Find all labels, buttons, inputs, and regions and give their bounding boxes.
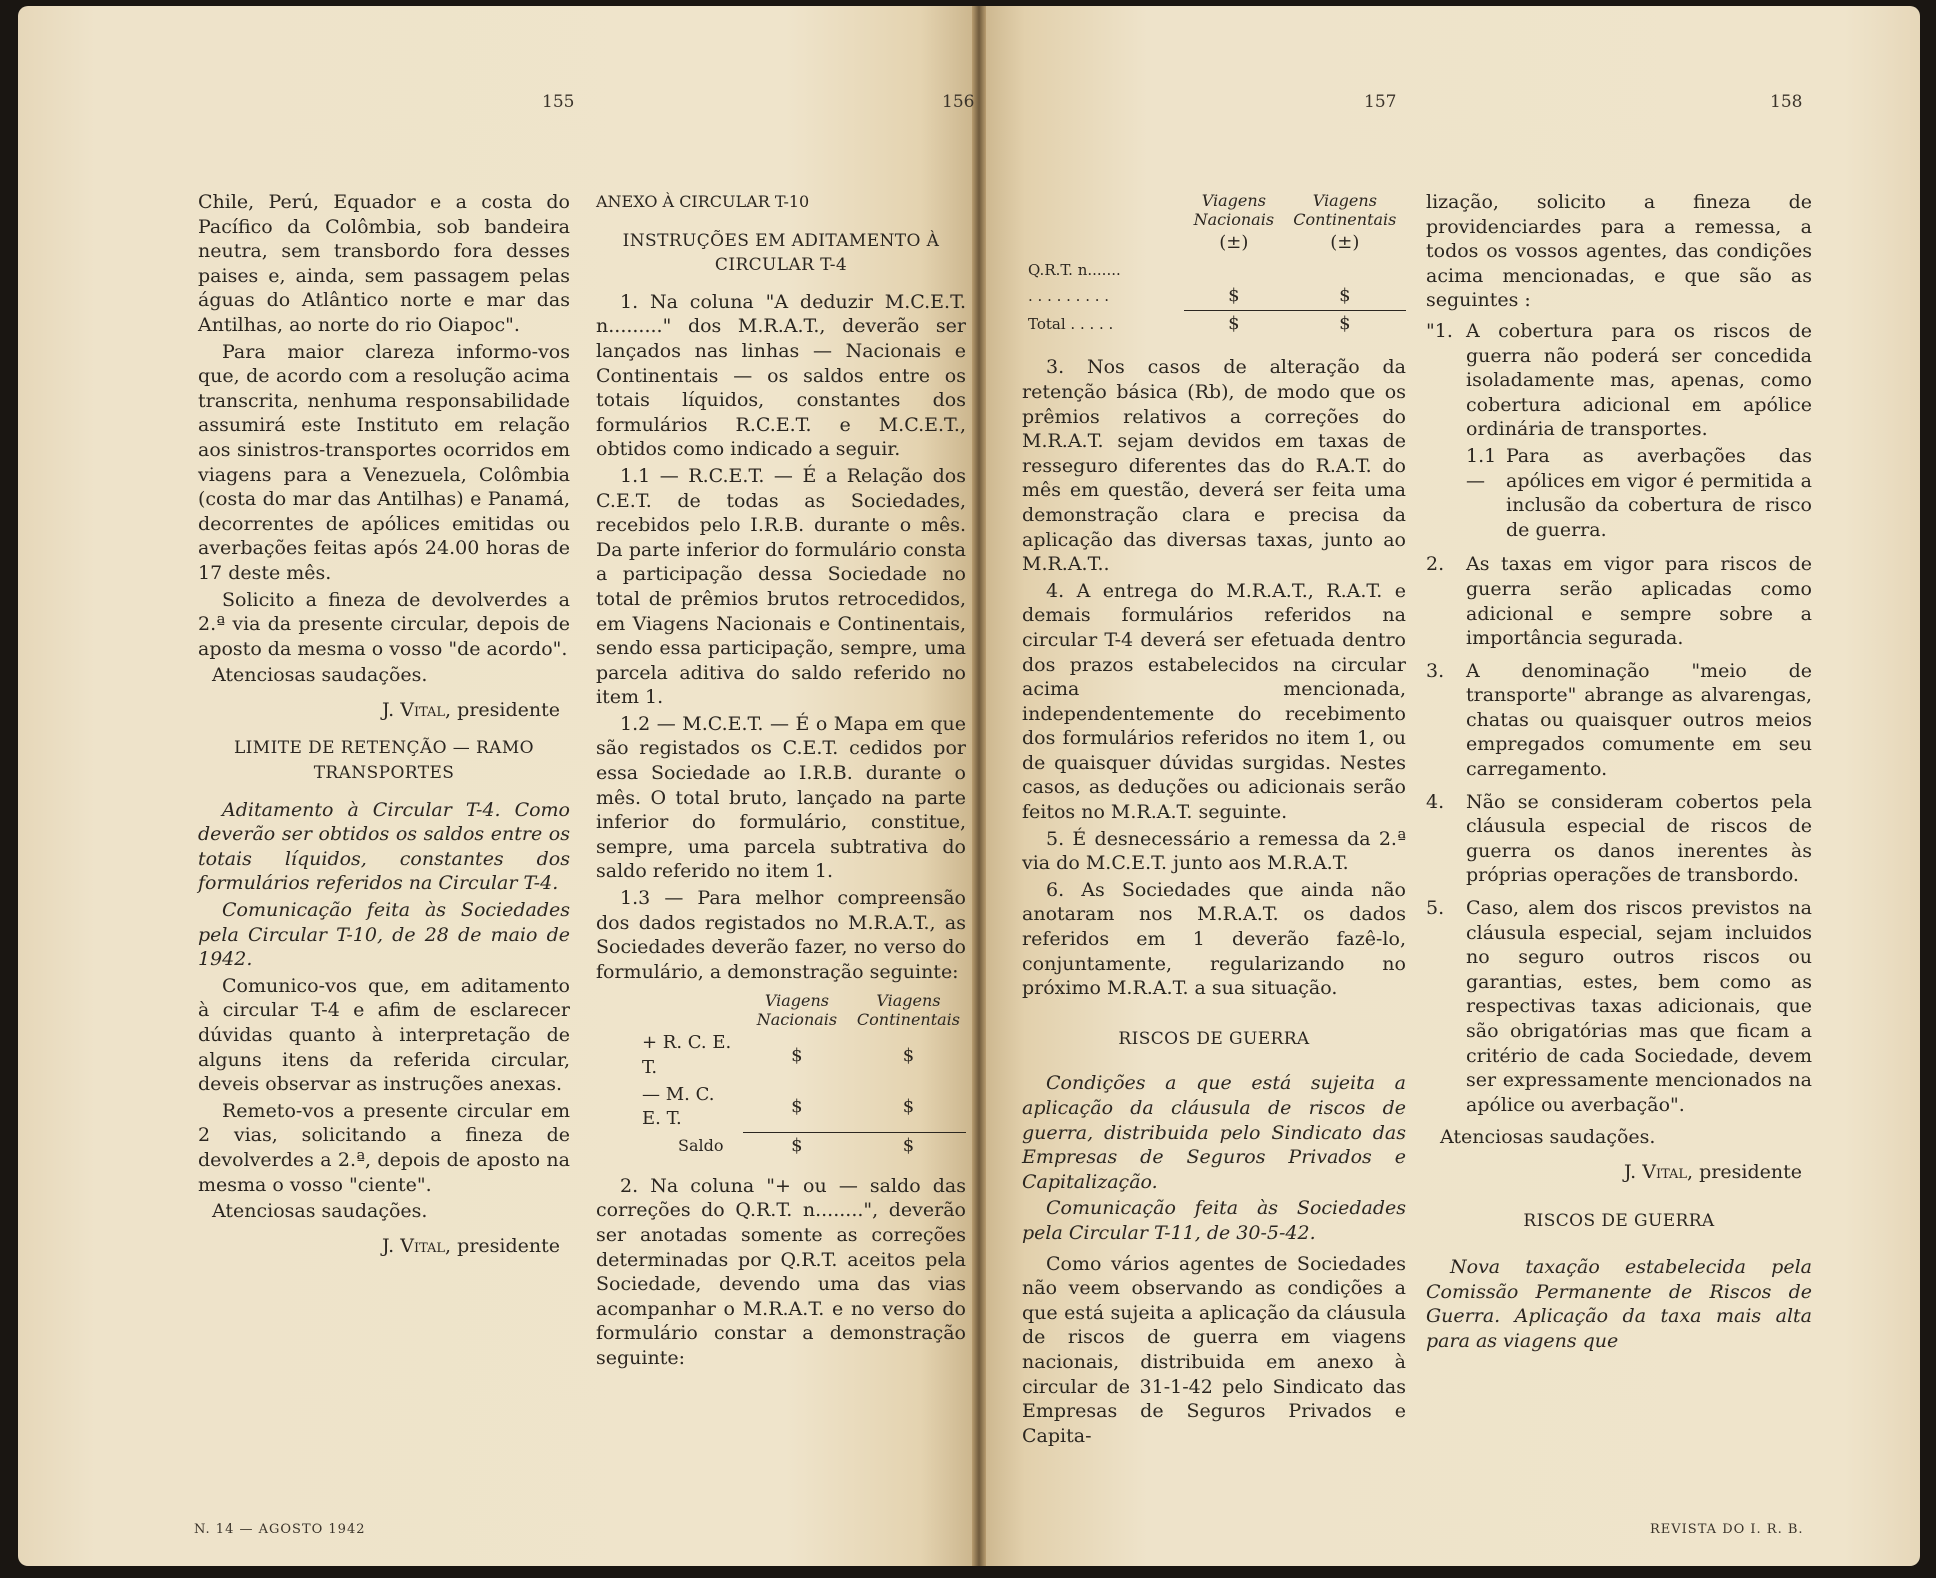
paragraph: 1. Na coluna "A deduzir M.C.E.T. n........." dos M.R.A.T., deverão ser lançados nas linhas — Nacionais e Continentais — os saldos entre os totais líquidos, constantes dos formulários R.C.E.T. e M.C.E.T., obtidos como indicado a seguir.	[596, 290, 966, 461]
section-heading-line: INSTRUÇÕES EM ADITAMENTO À	[622, 230, 940, 251]
table-cell: (±)	[1219, 232, 1249, 253]
item-number: 2.	[1426, 553, 1445, 576]
signature-name: J. Vital,	[382, 698, 452, 721]
table-row	[636, 1133, 966, 1160]
page-number-157: 157	[1364, 92, 1397, 112]
item-number: 3.	[1426, 659, 1445, 682]
table-header: Viagens Nacionais	[1193, 191, 1275, 229]
column-157	[1022, 190, 1406, 1450]
signature-name: J. Vital,	[1624, 1160, 1694, 1183]
closing-greeting: Atenciosas saudações.	[1440, 1126, 1656, 1149]
table-cell: (±)	[1330, 232, 1360, 253]
table-cell: $	[791, 1044, 803, 1066]
sub-item-number: 1.1 —	[1466, 444, 1497, 492]
row-label: . . . . . . . . .	[1028, 287, 1110, 306]
italic-summary: Nova taxação estabelecida pela Comissão Permanente de Riscos de Guerra. Aplicação da taxa mais alta para as viagens que	[1426, 1256, 1812, 1352]
table-row	[636, 1082, 966, 1133]
table-cell: $	[1228, 285, 1240, 307]
italic-summary: Condições a que está sujeita a aplicação da cláusula de riscos de guerra, distribuida pelo Sindicato das Empresas de Seguros Privados e Capitalização.	[1022, 1072, 1406, 1193]
paragraph: 6. As Sociedades que ainda não anotaram nos M.R.A.T. os dados referidos em 1 deverão fazê-lo, conjuntamente, regularizando no próximo M.R.A.T. a sua situação.	[1022, 878, 1406, 1000]
annex-label: ANEXO À CIRCULAR T-10	[596, 192, 810, 211]
item-text: Não se consideram cobertos pela cláusula especial de riscos de guerra os danos inerentes às próprias operações de transbordo.	[1466, 790, 1812, 887]
list-item	[1426, 659, 1812, 782]
table-cell: $	[743, 1133, 851, 1160]
section-heading: RISCOS DE GUERRA	[1118, 1028, 1310, 1049]
table-header: Viagens Nacionais	[756, 991, 838, 1030]
item-number: 4.	[1426, 790, 1445, 813]
closing-greeting: Atenciosas saudações.	[212, 1200, 428, 1223]
item-text: A cobertura para os riscos de guerra não poderá ser concedida isoladamente mas, apenas, como cobertura adicional em apólice ordinária de transportes.	[1466, 319, 1812, 441]
italic-note: Comunicação feita às Sociedades pela Circular T-11, de 30-5-42.	[1022, 1197, 1406, 1244]
section-heading-line: TRANSPORTES	[313, 763, 455, 784]
list-item	[1426, 790, 1812, 888]
column-155	[198, 190, 570, 1272]
paragraph: Solicito a fineza de devolverdes a 2.ª via da presente circular, depois de aposto da mesma o vosso "de acordo".	[198, 588, 570, 660]
paragraph: 4. A entrega do M.R.A.T., R.A.T. e demais formulários referidos na circular T-4 deverá ser efetuada dentro dos prazos estabelecidos na circular acima mencionada, independentemente do recebimento dos formulários referidos no item 1, ou de quaisquer dúvidas surgidas. Nestes casos, as deduções ou adicionais serão feitos no M.R.A.T. seguinte.	[1022, 579, 1406, 824]
item-text: A denominação "meio de transporte" abrange as alvarengas, chatas ou quaisquer outros meios empregados comumente em seu carregamento.	[1466, 659, 1812, 781]
signature-role: presidente	[457, 1234, 560, 1257]
table-row	[636, 1030, 966, 1081]
sub-item-text: Para as averbações das apólices em vigor é permitida a inclusão da cobertura de risco de guerra.	[1506, 444, 1812, 541]
list-item	[1426, 552, 1812, 650]
footer-issue: N. 14 — AGOSTO 1942	[194, 1522, 366, 1537]
row-label: Total . . . . .	[1028, 314, 1114, 333]
list-item	[1426, 319, 1812, 544]
row-label: — M. C. E. T.	[642, 1083, 715, 1130]
conditions-list	[1426, 319, 1812, 1117]
item-number: "1.	[1426, 319, 1453, 342]
signature-role: presidente	[1699, 1160, 1802, 1183]
paragraph: 1.3 — Para melhor compreensão dos dados registados no M.R.A.T., as Sociedades deverão fazer, no verso do formulário, a demonstração seguinte:	[596, 887, 966, 983]
footer-journal: REVISTA DO I. R. B.	[1650, 1522, 1804, 1537]
paragraph: 2. Na coluna "+ ou — saldo das correções do Q.R.T. n........", deverão ser anotadas somente as correções determinadas por Q.R.T. aceitos pela Sociedade, devendo uma das vias acompanhar o M.R.A.T. e no verso do formulário constar a demonstração seguinte:	[596, 1174, 966, 1370]
paragraph: Como vários agentes de Sociedades não veem observando as condições a que está sujeita a aplicação da cláusula de riscos de guerra em viagens nacionais, distribuida em anexo à circular de 31-1-42 pelo Sindicato das Empresas de Seguros Privados e Capita-	[1022, 1252, 1406, 1447]
sub-item	[1466, 444, 1812, 542]
page-number-155: 155	[542, 92, 575, 112]
paragraph: Comunico-vos que, em aditamento à circular T-4 e afim de esclarecer dúvidas quanto à interpretação de alguns itens da referida circular, deveis observar as instruções anexas.	[198, 974, 570, 1096]
signature	[198, 698, 560, 723]
paragraph: lização, solicito a fineza de providenciardes para a remessa, a todos os vossos agentes, das condições acima mencionadas, e que são as seguintes :	[1426, 191, 1812, 312]
row-label: Saldo	[678, 1136, 724, 1156]
column-156	[596, 190, 966, 1373]
book-gutter	[972, 6, 986, 1566]
table-header: Viagens Continentais	[856, 991, 961, 1030]
paragraph: 1.1 — R.C.E.T. — É a Relação dos C.E.T. de todas as Sociedades, recebidos pelo I.R.B. durante o mês. Da parte inferior do formulário consta a participação dessa Sociedade no total de prêmios brutos retrocedidos, em Viagens Nacionais e Continentais, sendo essa participação, sempre, uma parcela aditiva do saldo referido no item 1.	[596, 464, 966, 709]
table-cell: $	[791, 1095, 803, 1117]
item-text: As taxas em vigor para riscos de guerra serão aplicadas como adicional e sempre sobre a importância segurada.	[1466, 553, 1812, 650]
section-heading-line: LIMITE DE RETENÇÃO — RAMO	[233, 738, 534, 759]
item-number: 5.	[1426, 897, 1445, 920]
italic-summary: Aditamento à Circular T-4. Como deverão ser obtidos os saldos entre os totais líquidos, constantes dos formulários referidos na Circular T-4.	[198, 798, 570, 895]
paragraph: 5. É desnecessário a remessa da 2.ª via do M.C.E.T. junto aos M.R.A.T.	[1022, 827, 1406, 875]
table-header: Viagens Continentais	[1293, 191, 1397, 229]
paragraph: 1.2 — M.C.E.T. — É o Mapa em que são registados os C.E.T. cedidos por essa Sociedade ao I.R.B. durante o mês. O total bruto, lançado na parte inferior do formulário, constitue, sempre, uma parcela subtrativa do saldo referido no item 1.	[596, 712, 966, 883]
correction-table	[1022, 190, 1406, 337]
item-text: Caso, alem dos riscos previstos na cláusula especial, sejam incluidos no seguro outros riscos ou garantias, estes, bem como as respectivas taxas adicionais, que são obrigatórias mas que ficam a critério de cada Sociedade, devem ser expressamente mencionados na apólice ou averbação".	[1466, 897, 1812, 1116]
table-row	[1022, 283, 1406, 310]
italic-note: Comunicação feita às Sociedades pela Circular T-10, de 28 de maio de 1942.	[198, 899, 570, 971]
section-heading: RISCOS DE GUERRA	[1523, 1210, 1715, 1231]
page-number-158: 158	[1770, 92, 1803, 112]
table-cell: $	[1284, 310, 1406, 337]
section-heading-line: CIRCULAR T-4	[714, 255, 848, 276]
signature-role: presidente	[457, 698, 560, 721]
list-item	[1426, 896, 1812, 1117]
table-cell: $	[851, 1133, 966, 1160]
table-cell: $	[1184, 310, 1284, 337]
row-label: Q.R.T. n.......	[1028, 260, 1121, 279]
closing-greeting: Atenciosas saudações.	[212, 664, 428, 687]
table-row	[1022, 310, 1406, 337]
row-label: + R. C. E. T.	[642, 1032, 732, 1078]
column-158	[1426, 190, 1812, 1356]
section-heading	[596, 229, 966, 278]
signature	[198, 1234, 560, 1259]
paragraph: 3. Nos casos de alteração da retenção básica (Rb), de modo que os prêmios relativos a correções do M.R.A.T. sejam devidos em taxas de resseguro diferentes das do R.A.T. do mês em questão, deverá ser feita uma demonstração clara e precisa da aplicação das diversas taxas, junto ao M.R.A.T..	[1022, 356, 1406, 576]
paragraph: Chile, Perú, Equador e a costa do Pacífico da Colômbia, sob bandeira neutra, sem transbordo fora desses paises e, ainda, sem passagem pelas águas do Atlântico norte e mar das Antilhas, ao norte do rio Oiapoc".	[198, 191, 570, 336]
page-number-156: 156	[942, 92, 975, 112]
section-heading	[198, 736, 570, 785]
table-row	[1022, 257, 1406, 284]
table-cell: $	[1339, 285, 1351, 307]
demonstration-table	[636, 990, 966, 1159]
signature-name: J. Vital,	[382, 1234, 452, 1257]
table-cell: $	[902, 1044, 915, 1066]
paragraph: Para maior clareza informo-vos que, de acordo com a resolução acima transcrita, nenhuma responsabilidade assumirá este Instituto em relação aos sinistros-transportes ocorridos em viagens para a Venezuela, Colômbia (costa do mar das Antilhas) e Panamá, decorrentes de apólices emitidas ou averbações feitas após 24.00 horas de 17 deste mês.	[198, 340, 570, 584]
table-cell: $	[902, 1095, 915, 1117]
paragraph: Remeto-vos a presente circular em 2 vias, solicitando a fineza de devolverdes a 2.ª, depois de aposto na mesma o vosso "ciente".	[198, 1099, 570, 1196]
signature	[1426, 1160, 1802, 1185]
